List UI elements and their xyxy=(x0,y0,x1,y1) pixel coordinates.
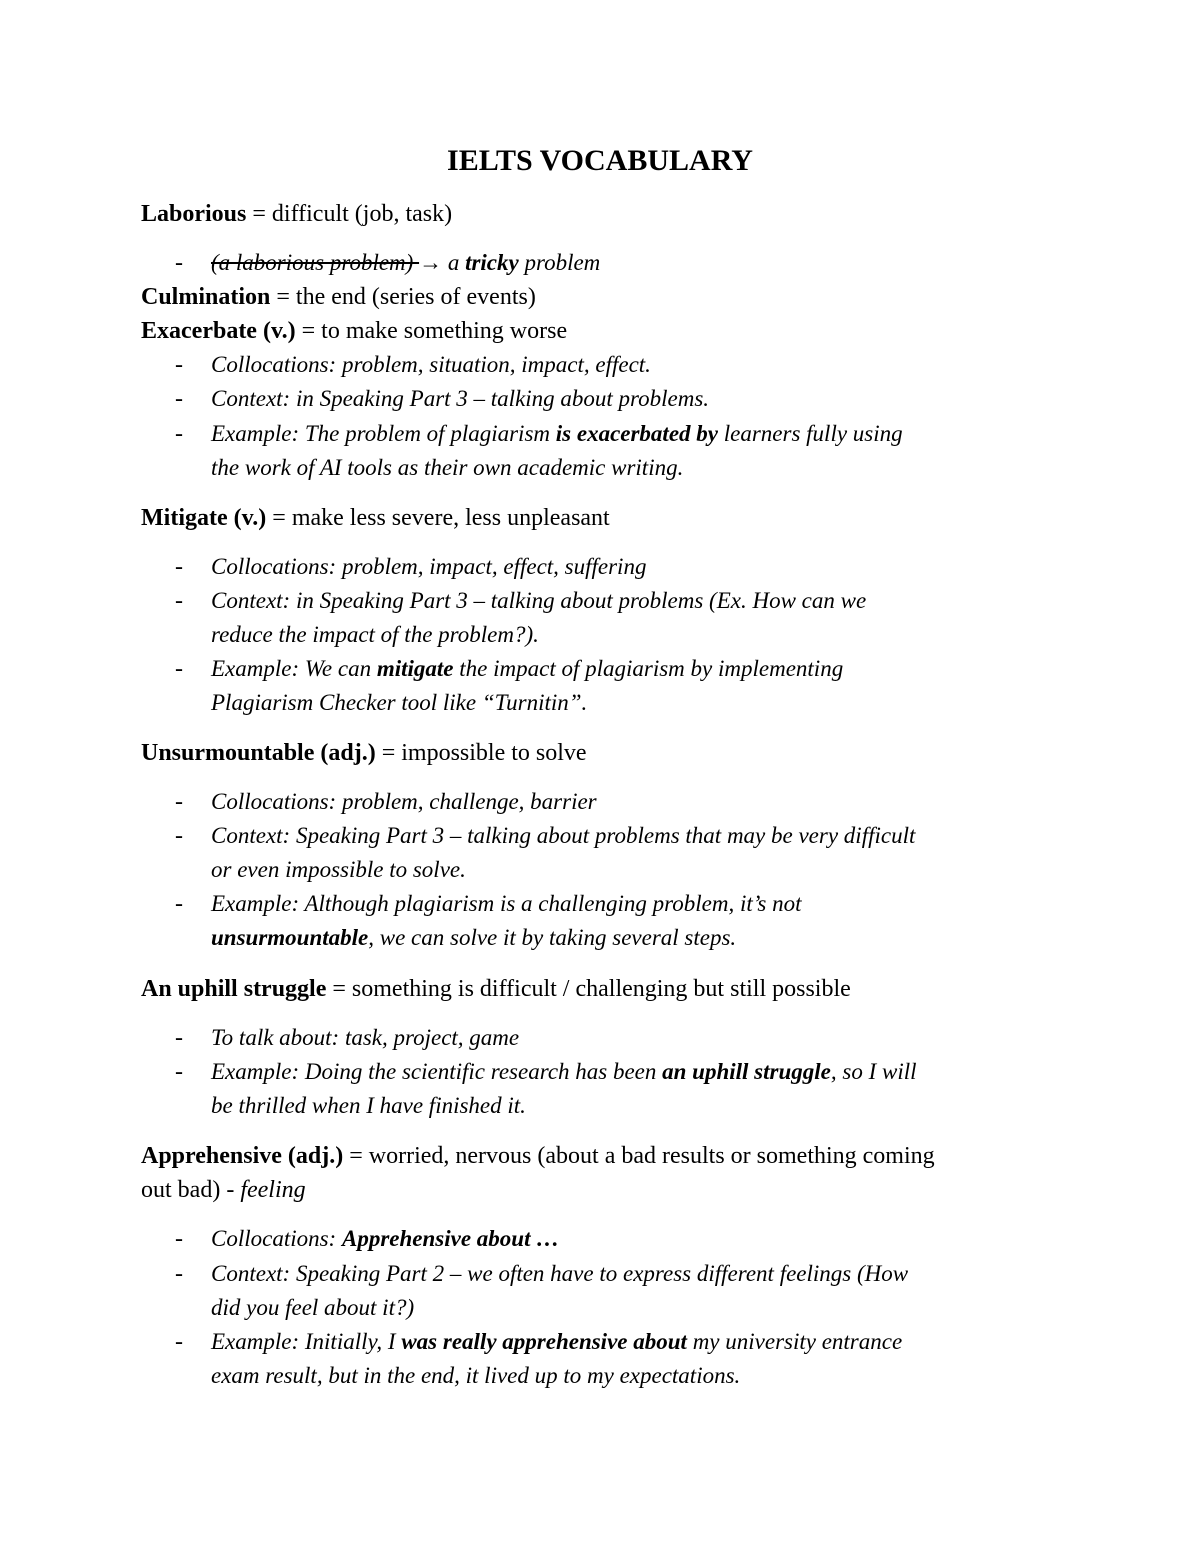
definition-culmination: = the end (series of events) xyxy=(270,284,536,310)
apprehensive-collocations: Collocations: Apprehensive about … xyxy=(211,1226,560,1251)
arrow-right-icon: → xyxy=(419,250,443,275)
exacerbate-example-cont: the work of AI tools as their own academic writing. xyxy=(211,455,684,480)
term-mitigate: Mitigate (v.) xyxy=(141,505,267,531)
highlight-word: mitigate xyxy=(376,656,454,681)
apprehensive-context: Context: Speaking Part 2 – we often have to express different feelings (How xyxy=(211,1261,909,1286)
term-unsurmountable: Unsurmountable (adj.) xyxy=(141,740,376,766)
bullet-dash: - xyxy=(175,1261,183,1287)
bullet-dash: - xyxy=(175,588,183,614)
bullet-dash: - xyxy=(175,891,183,917)
entry-exacerbate xyxy=(141,314,1081,348)
exacerbate-context: Context: in Speaking Part 3 – talking about problems. xyxy=(211,386,710,411)
uphill-example-cont: be thrilled when I have finished it. xyxy=(211,1093,526,1118)
mitigate-context-cont: reduce the impact of the problem?). xyxy=(211,622,539,647)
bullet-dash: - xyxy=(175,386,183,412)
struck-phrase: (a laborious problem) xyxy=(211,250,420,275)
uphill-talk-about: To talk about: task, project, game xyxy=(211,1025,520,1050)
definition-unsurmountable: = impossible to solve xyxy=(375,740,587,766)
highlight-phrase: an uphill struggle xyxy=(662,1059,831,1084)
apprehensive-definition-cont: out bad) - feeling xyxy=(141,1177,306,1203)
bullet-dash: - xyxy=(175,1025,183,1051)
bullet-dash: - xyxy=(175,789,183,815)
apprehensive-example: Example: Initially, I was really apprehensive about my university entrance xyxy=(211,1329,903,1354)
term-exacerbate: Exacerbate (v.) xyxy=(141,318,296,344)
entry-mitigate xyxy=(141,501,1081,535)
highlight-phrase: is exacerbated by xyxy=(555,421,718,446)
apprehensive-context-cont: did you feel about it?) xyxy=(211,1295,415,1320)
highlight-word: tricky xyxy=(465,250,519,275)
bullet-dash: - xyxy=(175,352,183,378)
unsurmountable-collocations: Collocations: problem, challenge, barrier xyxy=(211,789,597,814)
bullet-dash: - xyxy=(175,656,183,682)
term-culmination: Culmination xyxy=(141,284,271,310)
bullet-dash: - xyxy=(175,1226,183,1252)
exacerbate-collocations: Collocations: problem, situation, impact, effect. xyxy=(211,352,651,377)
definition-exacerbate: = to make something worse xyxy=(295,318,568,344)
entry-culmination xyxy=(141,280,1081,314)
mitigate-example-cont: Plagiarism Checker tool like “Turnitin”. xyxy=(211,690,588,715)
apprehensive-example-cont: exam result, but in the end, it lived up to my expectations. xyxy=(211,1363,741,1388)
definition-mitigate: = make less severe, less unpleasant xyxy=(266,505,610,531)
unsurmountable-example: Example: Although plagiarism is a challenging problem, it’s not xyxy=(211,891,802,916)
bullet-dash: - xyxy=(175,1059,183,1085)
exacerbate-example: Example: The problem of plagiarism is exacerbated by learners fully using xyxy=(211,421,903,446)
entry-uphill-struggle xyxy=(141,972,1081,1006)
entry-laborious xyxy=(141,197,1081,231)
bullet-dash: - xyxy=(175,554,183,580)
definition-uphill-struggle: = something is difficult / challenging but still possible xyxy=(326,976,851,1002)
definition-apprehensive: = worried, nervous (about a bad results or something coming xyxy=(343,1143,935,1169)
entry-apprehensive xyxy=(141,1139,1081,1173)
unsurmountable-example-cont: unsurmountable, we can solve it by taking several steps. xyxy=(211,925,737,950)
mitigate-context: Context: in Speaking Part 3 – talking about problems (Ex. How can we xyxy=(211,588,867,613)
laborious-example: (a laborious problem) → a tricky problem xyxy=(211,250,601,275)
bullet-dash: - xyxy=(175,823,183,849)
page-title: IELTS VOCABULARY xyxy=(447,144,753,177)
mitigate-collocations: Collocations: problem, impact, effect, suffering xyxy=(211,554,647,579)
highlight-phrase: was really apprehensive about xyxy=(401,1329,687,1354)
bullet-dash: - xyxy=(175,421,183,447)
uphill-example: Example: Doing the scientific research has been an uphill struggle, so I will xyxy=(211,1059,917,1084)
term-laborious: Laborious xyxy=(141,201,247,227)
highlight-phrase: Apprehensive about … xyxy=(341,1226,560,1251)
mitigate-example: Example: We can mitigate the impact of plagiarism by implementing xyxy=(211,656,844,681)
unsurmountable-context: Context: Speaking Part 3 – talking about problems that may be very difficult xyxy=(211,823,916,848)
term-apprehensive: Apprehensive (adj.) xyxy=(141,1143,344,1169)
bullet-dash: - xyxy=(175,1329,183,1355)
bullet-dash: - xyxy=(175,250,183,276)
entry-unsurmountable xyxy=(141,736,1081,770)
definition-laborious: = difficult (job, task) xyxy=(246,201,453,227)
unsurmountable-context-cont: or even impossible to solve. xyxy=(211,857,466,882)
term-uphill-struggle: An uphill struggle xyxy=(141,976,327,1002)
highlight-word: unsurmountable xyxy=(211,925,369,950)
